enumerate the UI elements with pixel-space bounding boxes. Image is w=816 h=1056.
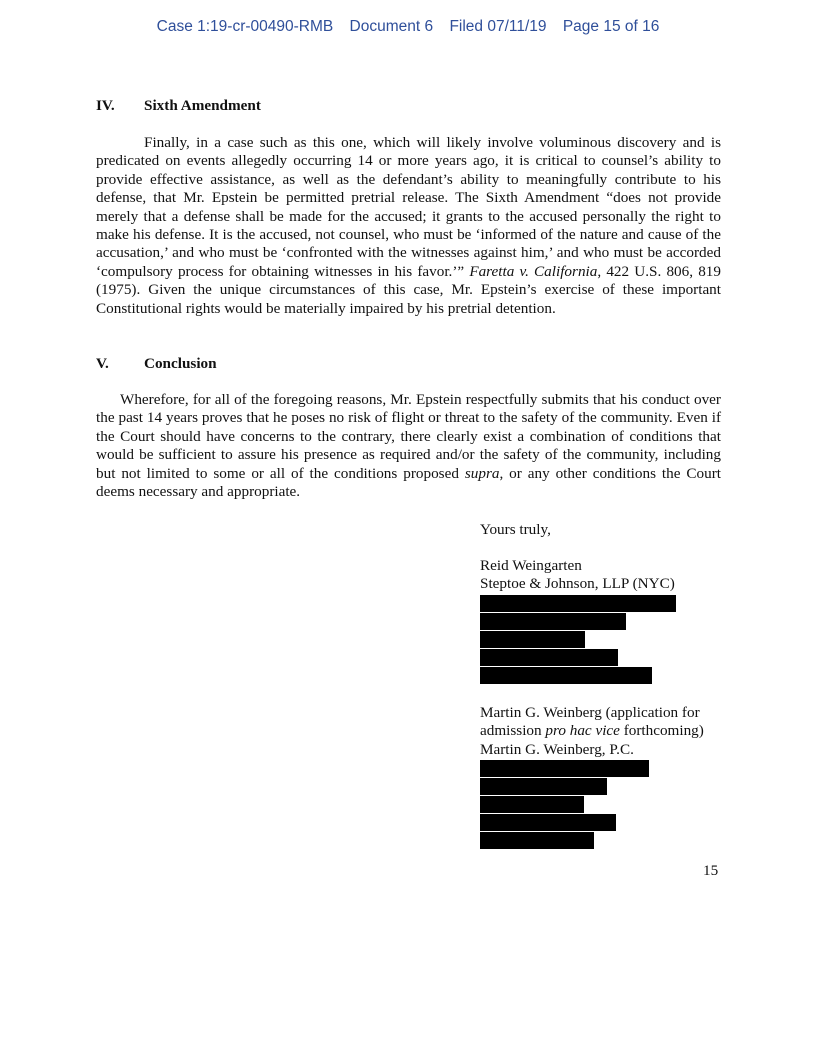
conclusion-paragraph [96,391,721,501]
paragraph-text: Finally, in a case such as this one, which will likely involve voluminous discovery and is predicated on events allegedly occurring 14 or more years ago, it is critical to counsel’s ability to provide effective assistance, as well as the defendant’s ability to meaningfully contribute to his defense, that Mr. Epstein be permitted pretrial release. The Sixth Amendment “does not provide merely that a defense shall be made for the accused; it grants to the accused personally the right to make his defense. It is the accused, not counsel, who must be ‘informed of the nature and cause of the accusation,’ and who must be ‘confronted with the witnesses against him,’ and who must be accorded ‘compulsory process for obtaining witnesses in his favor.’” [96,134,721,280]
filed-date: Filed 07/11/19 [449,18,547,35]
pro-hac-vice: pro hac vice [545,722,620,740]
case-header [0,18,816,36]
section-heading-sixth-amendment [96,97,261,115]
attorney-firm: Steptoe & Johnson, LLP (NYC) [480,575,675,592]
case-number: Case 1:19-cr-00490-RMB [156,18,334,35]
attorney-name: Reid Weingarten [480,557,582,574]
redaction-block [480,814,616,831]
section-title: Conclusion [144,355,217,372]
section-number: V. [96,355,109,372]
attorney-firm-2: Martin G. Weinberg, P.C. [480,741,634,758]
section-title: Sixth Amendment [144,97,261,114]
closing: Yours truly, [480,521,551,538]
section-heading-conclusion [96,355,217,373]
paragraph-text: , 422 U.S. 806, 819 (1975). Given the unique circumstances of this case, Mr. Epstein’s exercise of these important Constitutional rights would be materially impaired by his pretrial detention. [96,262,721,317]
redaction-block [480,832,594,849]
redaction-block [480,778,607,795]
redaction-block [480,667,652,684]
supra-term: supra [464,464,500,482]
case-citation: Faretta v. California [469,262,598,280]
redaction-block [480,796,584,813]
redaction-block [480,649,618,666]
attorney-text: forthcoming) [619,722,704,740]
section-number: IV. [96,97,115,114]
redaction-block [480,595,676,612]
paragraph-text: , or any other conditions the Court deems necessary and appropriate. [96,464,721,501]
page-of: Page 15 of 16 [562,18,660,35]
sixth-amendment-paragraph [96,134,721,318]
paragraph-text: Wherefore, for all of the foregoing reasons, Mr. Epstein respectfully submits that his conduct over the past 14 years proves that he poses no risk of flight or threat to the safety of the community. Even if the Court should have concerns to the contrary, there clearly exist a combination of conditions that would be sufficient to assure his presence as required and/or the safety of the community, including but not limited to some or all of the conditions proposed [96,391,721,482]
document-number: Document 6 [349,18,434,35]
redaction-block [480,631,585,648]
attorney-name-2 [480,704,725,741]
redaction-block [480,613,626,630]
redaction-block [480,760,649,777]
attorney-text: Martin G. Weinberg (application for admission [480,704,700,740]
page-number: 15 [703,862,719,879]
